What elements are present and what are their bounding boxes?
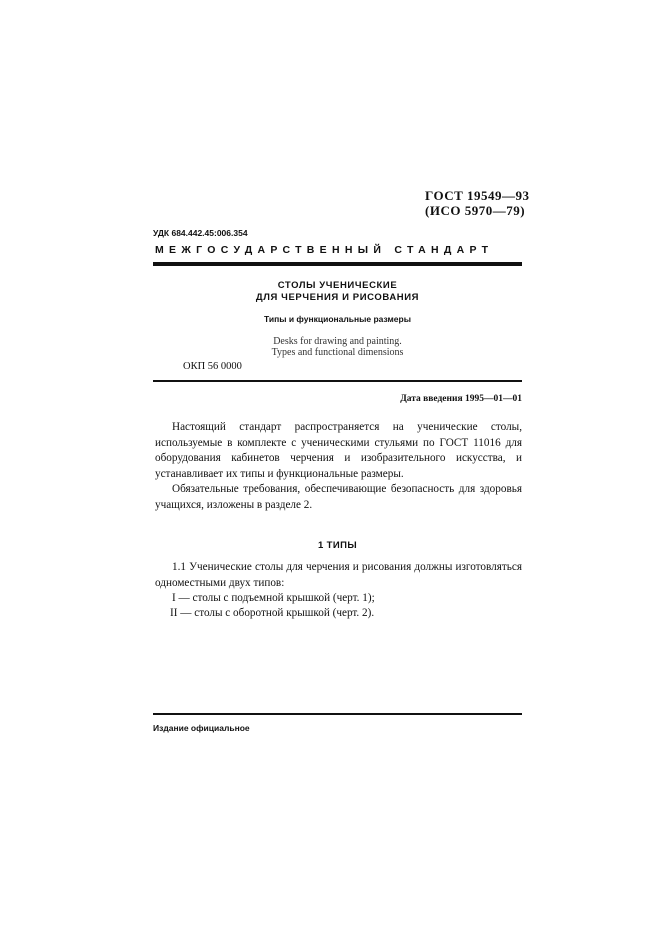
clause-text — [155, 560, 522, 591]
official-edition-label: Издание официальное — [153, 723, 250, 733]
okp-code: ОКП 56 0000 — [183, 361, 242, 372]
scope-paragraph: Настоящий стандарт распространяется на ученические столы, используемые в комплекте с ученическими стульями по ГОСТ 11016 для оборудования кабинетов черчения и изобразительного искусства, и устанавливает их типы и функциональные размеры. — [155, 421, 522, 480]
title-line-2: ДЛЯ ЧЕРЧЕНИЯ И РИСОВАНИЯ — [255, 292, 420, 303]
document-title — [153, 280, 522, 304]
document-subtitle: Типы и функциональные размеры — [264, 314, 411, 324]
title-line-1: СТОЛЫ УЧЕНИЧЕСКИЕ — [277, 280, 398, 291]
scope-text — [155, 420, 522, 513]
title-divider — [153, 380, 522, 382]
clause-paragraph: 1.1 Ученические столы для черчения и рисования должны изготовляться одноместными двух типов: — [155, 561, 522, 589]
udk-code: УДК 684.442.45:006.354 — [153, 228, 248, 238]
english-title — [153, 336, 522, 358]
safety-paragraph: Обязательные требования, обеспечивающие безопасность для здоровья учащихся, изложены в разделе 2. — [155, 483, 522, 511]
header-divider — [153, 262, 522, 266]
iso-number: (ИСО 5970—79) — [425, 203, 526, 218]
introduction-date: Дата введения 1995—01—01 — [400, 394, 522, 404]
type-item-1: I — столы с подъемной крышкой (черт. 1); — [172, 592, 375, 604]
standard-code-block — [425, 188, 530, 218]
standard-number: ГОСТ 19549—93 — [425, 188, 530, 203]
footer-divider — [153, 713, 522, 715]
section-heading: 1 ТИПЫ — [317, 540, 358, 551]
english-title-line-1: Desks for drawing and painting. — [273, 336, 402, 347]
english-title-line-2: Types and functional dimensions — [271, 347, 404, 358]
type-item-2: II — столы с оборотной крышкой (черт. 2). — [170, 607, 375, 619]
interstate-standard-label: МЕЖГОСУДАРСТВЕННЫЙ СТАНДАРТ — [155, 244, 494, 256]
